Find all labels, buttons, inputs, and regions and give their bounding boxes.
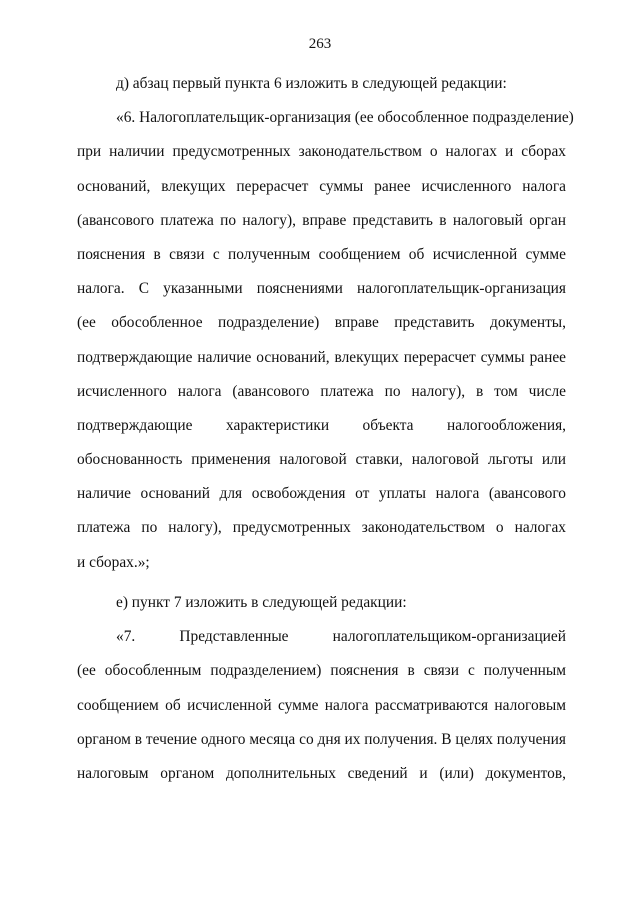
- text-block-section-e: [77, 586, 566, 791]
- text-line: органом в течение одного месяца со дня их получения. В целях получения: [77, 730, 566, 748]
- text-line: обоснованность применения налоговой ставки, налоговой льготы или: [77, 451, 566, 469]
- text-line: подтверждающие характеристики объекта налогообложения,: [77, 416, 566, 434]
- text-line: налоговым органом дополнительных сведений и (или) документов,: [77, 764, 566, 782]
- page-number: 263: [308, 36, 332, 52]
- text-line: е) пункт 7 изложить в следующей редакции:: [116, 594, 407, 611]
- text-line: д) абзац первый пункта 6 изложить в следующей редакции:: [116, 75, 507, 92]
- text-line: оснований, влекущих перерасчет суммы ранее исчисленного налога: [77, 177, 566, 195]
- text-line: и сборах.»;: [77, 553, 150, 571]
- text-line: наличие оснований для освобождения от уплаты налога (авансового: [77, 485, 566, 503]
- text-line: исчисленного налога (авансового платежа по налогу), в том числе: [77, 382, 566, 400]
- text-line: «6. Налогоплательщик-организация (ее обособленное подразделение): [116, 109, 574, 127]
- text-line: налога. С указанными пояснениями налогоплательщик-организация: [77, 280, 566, 298]
- text-line: (ее обособленное подразделение) вправе представить документы,: [77, 314, 566, 332]
- text-line: платежа по налогу), предусмотренных законодательством о налогах: [77, 519, 566, 537]
- text-line: «7. Представленные налогоплательщиком-организацией: [116, 628, 566, 646]
- text-line: при наличии предусмотренных законодательством о налогах и сборах: [77, 143, 566, 161]
- text-line: (авансового платежа по налогу), вправе представить в налоговый орган: [77, 211, 566, 229]
- text-block-section-d: [77, 67, 574, 580]
- text-line: (ее обособленным подразделением) пояснения в связи с полученным: [77, 662, 566, 680]
- text-line: сообщением об исчисленной сумме налога рассматриваются налоговым: [77, 696, 566, 714]
- text-line: подтверждающие наличие оснований, влекущих перерасчет суммы ранее: [77, 348, 566, 366]
- text-line: пояснения в связи с полученным сообщением об исчисленной сумме: [77, 245, 566, 263]
